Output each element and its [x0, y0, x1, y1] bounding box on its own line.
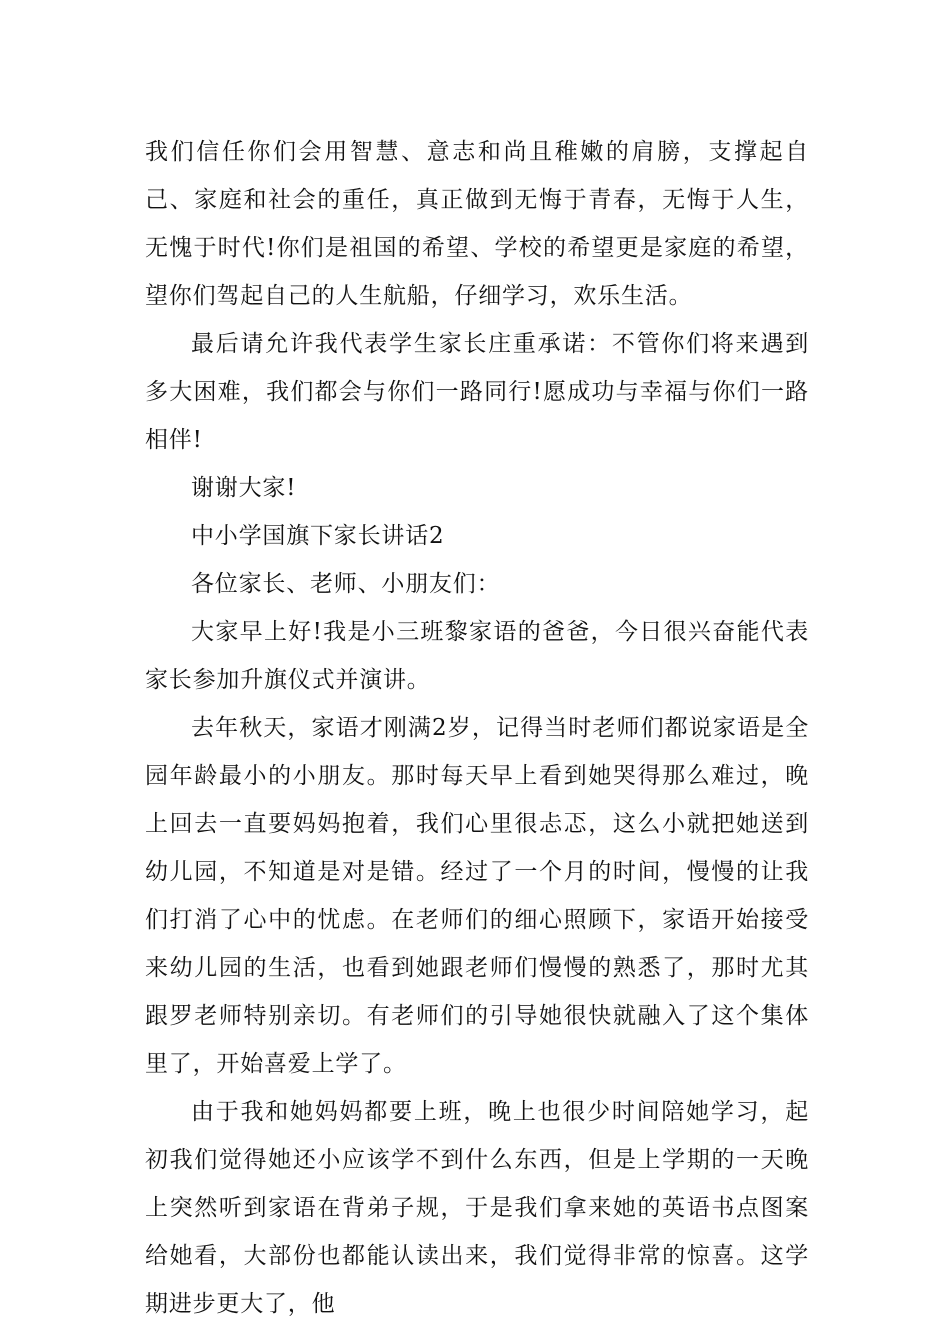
- document-body: [145, 128, 809, 1328]
- paragraph-7: 去年秋天，家语才刚满2岁，记得当时老师们都说家语是全园年龄最小的小朋友。那时每天早上看到她哭得那么难过，晚上回去一直要妈妈抱着，我们心里很忐忑，这么小就把她送到幼儿园，不知道是对是错。经过了一个月的时间，慢慢的让我们打消了心中的忧虑。在老师们的细心照顾下，家语开始接受来幼儿园的生活，也看到她跟老师们慢慢的熟悉了，那时尤其跟罗老师特别亲切。有老师们的引导她很快就融入了这个集体里了，开始喜爱上学了。: [145, 715, 809, 1077]
- section-heading: 中小学国旗下家长讲话2: [191, 523, 445, 549]
- paragraph-6: 大家早上好!我是小三班黎家语的爸爸，今日很兴奋能代表家长参加升旗仪式并演讲。: [145, 619, 809, 693]
- salutation: 各位家长、老师、小朋友们：: [191, 571, 501, 597]
- paragraph-1: 我们信任你们会用智慧、意志和尚且稚嫩的肩膀，支撑起自己、家庭和社会的重任，真正做到无悔于青春，无悔于人生，无愧于时代!你们是祖国的希望、学校的希望更是家庭的希望，望你们驾起自己的人生航船，仔细学习，欢乐生活。: [145, 139, 809, 309]
- paragraph-8: 由于我和她妈妈都要上班，晚上也很少时间陪她学习，起初我们觉得她还小应该学不到什么东西，但是上学期的一天晚上突然听到家语在背弟子规，于是我们拿来她的英语书点图案给她看，大部份也都能认读出来，我们觉得非常的惊喜。这学期进步更大了，他: [145, 1099, 809, 1317]
- paragraph-2: 最后请允许我代表学生家长庄重承诺：不管你们将来遇到多大困难，我们都会与你们一路同行!愿成功与幸福与你们一路相伴!: [145, 331, 809, 453]
- paragraph-3: 谢谢大家!: [191, 475, 297, 501]
